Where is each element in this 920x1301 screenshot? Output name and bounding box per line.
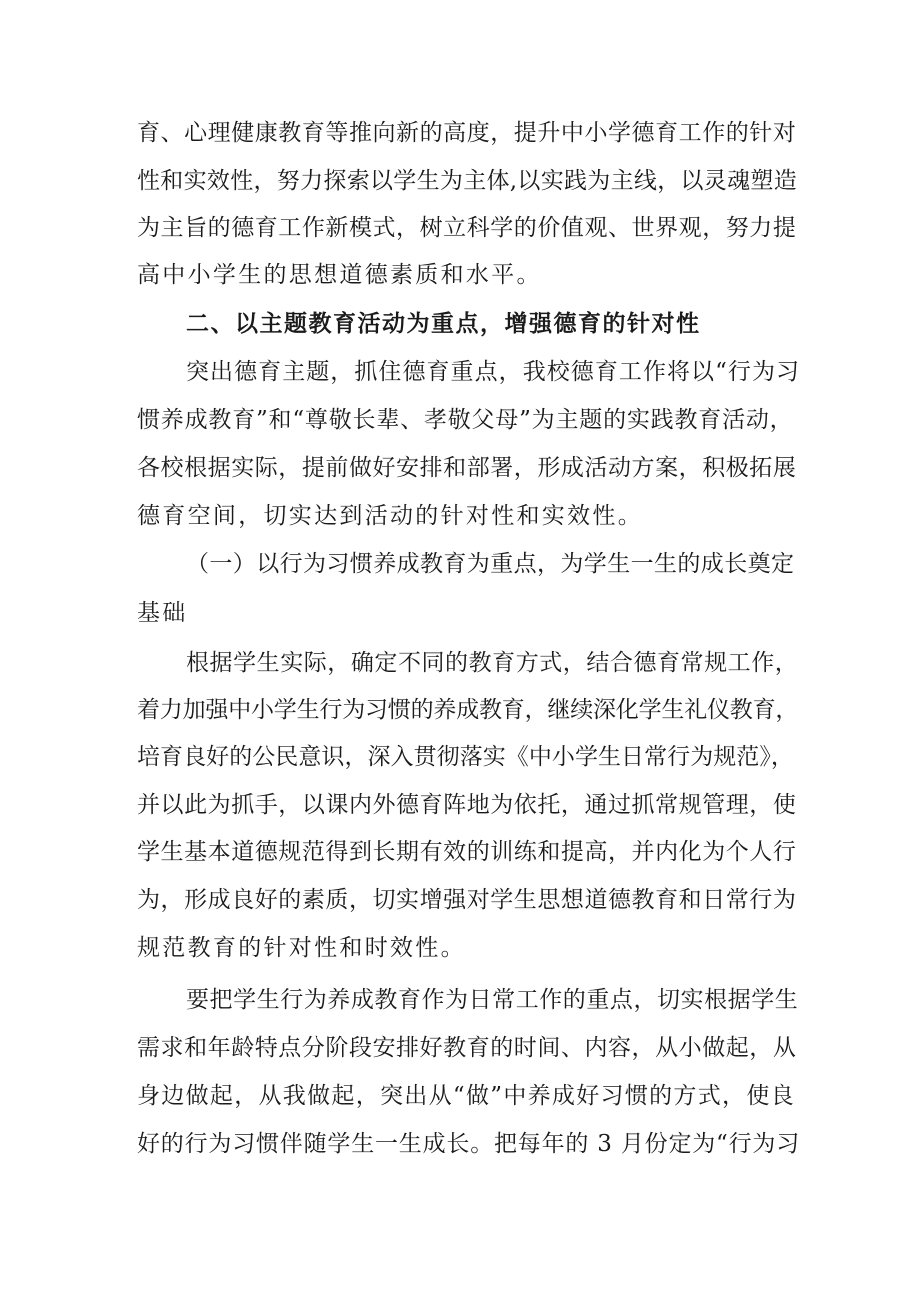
paragraph-4-line-3: 身边做起，从我做起，突出从“做”中养成好习惯的方式，使良 [137, 1083, 795, 1109]
paragraph-3-line-3: 培育良好的公民意识，深入贯彻落实《中小学生日常行为规范》， [137, 744, 794, 770]
subheading-line-2: 基础 [137, 600, 188, 626]
paragraph-3-line-4: 并以此为抓手，以课内外德育阵地为依托，通过抓常规管理，使 [137, 792, 797, 818]
paragraph-2-line-4: 德育空间，切实达到活动的针对性和实效性。 [137, 503, 643, 529]
paragraph-3-line-5: 学生基本道德规范得到长期有效的训练和提高，并内化为个人行 [137, 839, 797, 865]
paragraph-3-line-2: 着力加强中小学生行为习惯的养成教育，继续深化学生礼仪教育， [137, 697, 799, 723]
paragraph-3-line-7: 规范教育的针对性和时效性。 [137, 935, 466, 961]
paragraph-3-line-6: 为，形成良好的素质，切实增强对学生思想道德教育和日常行为 [137, 887, 797, 913]
paragraph-1-line-1: 育、心理健康教育等推向新的高度，提升中小学德育工作的针对 [137, 120, 797, 146]
paragraph-2-line-3: 各校根据实际，提前做好安排和部署，形成活动方案，积极拓展 [137, 455, 797, 481]
section-heading: 二、以主题教育活动为重点，增强德育的针对性 [186, 311, 701, 337]
subheading-line-1: （一）以行为习惯养成教育为重点，为学生一生的成长奠定 [186, 551, 795, 577]
paragraph-1-line-4: 高中小学生的思想道德素质和水平。 [137, 262, 542, 288]
paragraph-1-line-3: 为主旨的德育工作新模式，树立科学的价值观、世界观，努力提 [137, 215, 797, 241]
paragraph-1-line-2: 性和实效性，努力探索以学生为主体,以实践为主线，以灵魂塑造 [137, 168, 798, 194]
paragraph-2-line-2: 惯养成教育”和“尊敬长辈、孝敬父母”为主题的实践教育活动， [137, 407, 794, 433]
paragraph-4-line-1: 要把学生行为养成教育作为日常工作的重点，切实根据学生 [186, 987, 799, 1013]
paragraph-4-line-4: 好的行为习惯伴随学生一生成长。把每年的 3 月份定为“行为习 [137, 1131, 801, 1157]
paragraph-4-line-2: 需求和年龄特点分阶段安排好教育的时间、内容，从小做起，从 [137, 1035, 797, 1061]
paragraph-2-line-1: 突出德育主题，抓住德育重点，我校德育工作将以“行为习 [186, 359, 801, 385]
paragraph-3-line-1: 根据学生实际，确定不同的教育方式，结合德育常规工作， [186, 650, 799, 676]
